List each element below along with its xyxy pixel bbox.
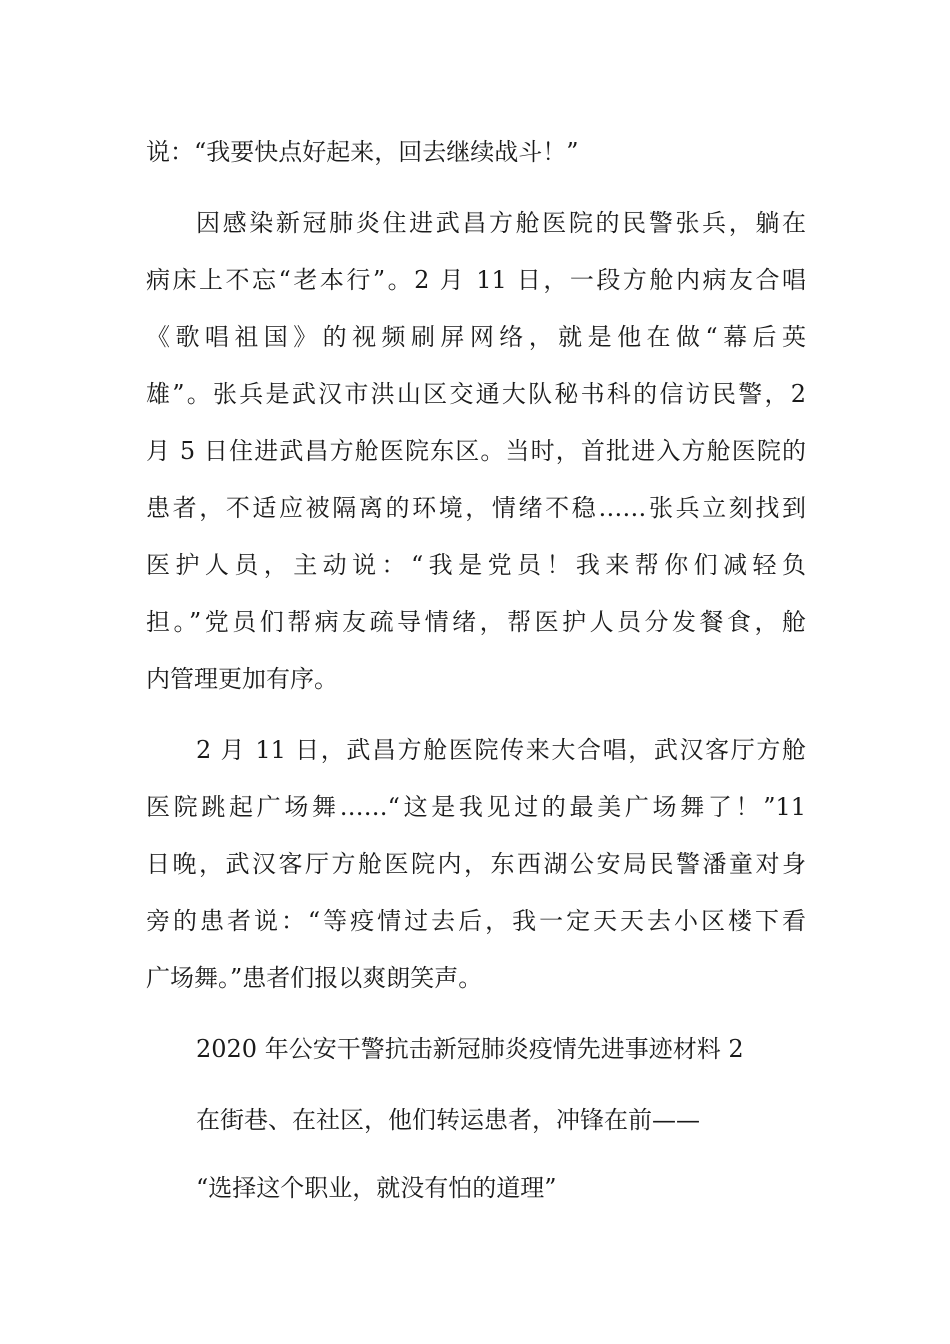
paragraph-3-line-3: 日晚，武汉客厅方舱医院内，东西湖公安局民警潘童对身 — [146, 850, 806, 878]
paragraph-1-line-1: 说：“我要快点好起来，回去继续战斗！” — [146, 138, 579, 166]
paragraph-2-line-9: 内管理更加有序。 — [146, 665, 338, 693]
paragraph-2-line-7: 医护人员，主动说：“我是党员！我来帮你们减轻负 — [146, 551, 806, 579]
paragraph-2-line-1: 因感染新冠肺炎住进武昌方舱医院的民警张兵，躺在 — [196, 209, 806, 237]
paragraph-3-line-1: 2 月 11 日，武昌方舱医院传来大合唱，武汉客厅方舱 — [196, 736, 806, 764]
paragraph-3-line-5: 广场舞。”患者们报以爽朗笑声。 — [146, 964, 483, 992]
paragraph-2-line-2: 病床上不忘“老本行”。2 月 11 日，一段方舱内病友合唱 — [146, 266, 806, 294]
paragraph-2-line-6: 患者，不适应被隔离的环境，情绪不稳……张兵立刻找到 — [146, 494, 806, 522]
paragraph-3-line-2: 医院跳起广场舞……“这是我见过的最美广场舞了！”11 — [146, 793, 806, 821]
subtitle-line-2: “选择这个职业，就没有怕的道理” — [196, 1174, 557, 1202]
paragraph-2-line-5: 月 5 日住进武昌方舱医院东区。当时，首批进入方舱医院的 — [146, 437, 806, 465]
paragraph-2-line-3: 《歌唱祖国》的视频刷屏网络，就是他在做“幕后英 — [146, 323, 806, 351]
section-title: 2020 年公安干警抗击新冠肺炎疫情先进事迹材料 2 — [196, 1035, 744, 1063]
subtitle-line-1: 在街巷、在社区，他们转运患者，冲锋在前—— — [196, 1106, 700, 1134]
paragraph-2-line-4: 雄”。张兵是武汉市洪山区交通大队秘书科的信访民警，2 — [146, 380, 806, 408]
paragraph-3-line-4: 旁的患者说：“等疫情过去后，我一定天天去小区楼下看 — [146, 907, 806, 935]
paragraph-2-line-8: 担。”党员们帮病友疏导情绪，帮医护人员分发餐食，舱 — [146, 608, 806, 636]
